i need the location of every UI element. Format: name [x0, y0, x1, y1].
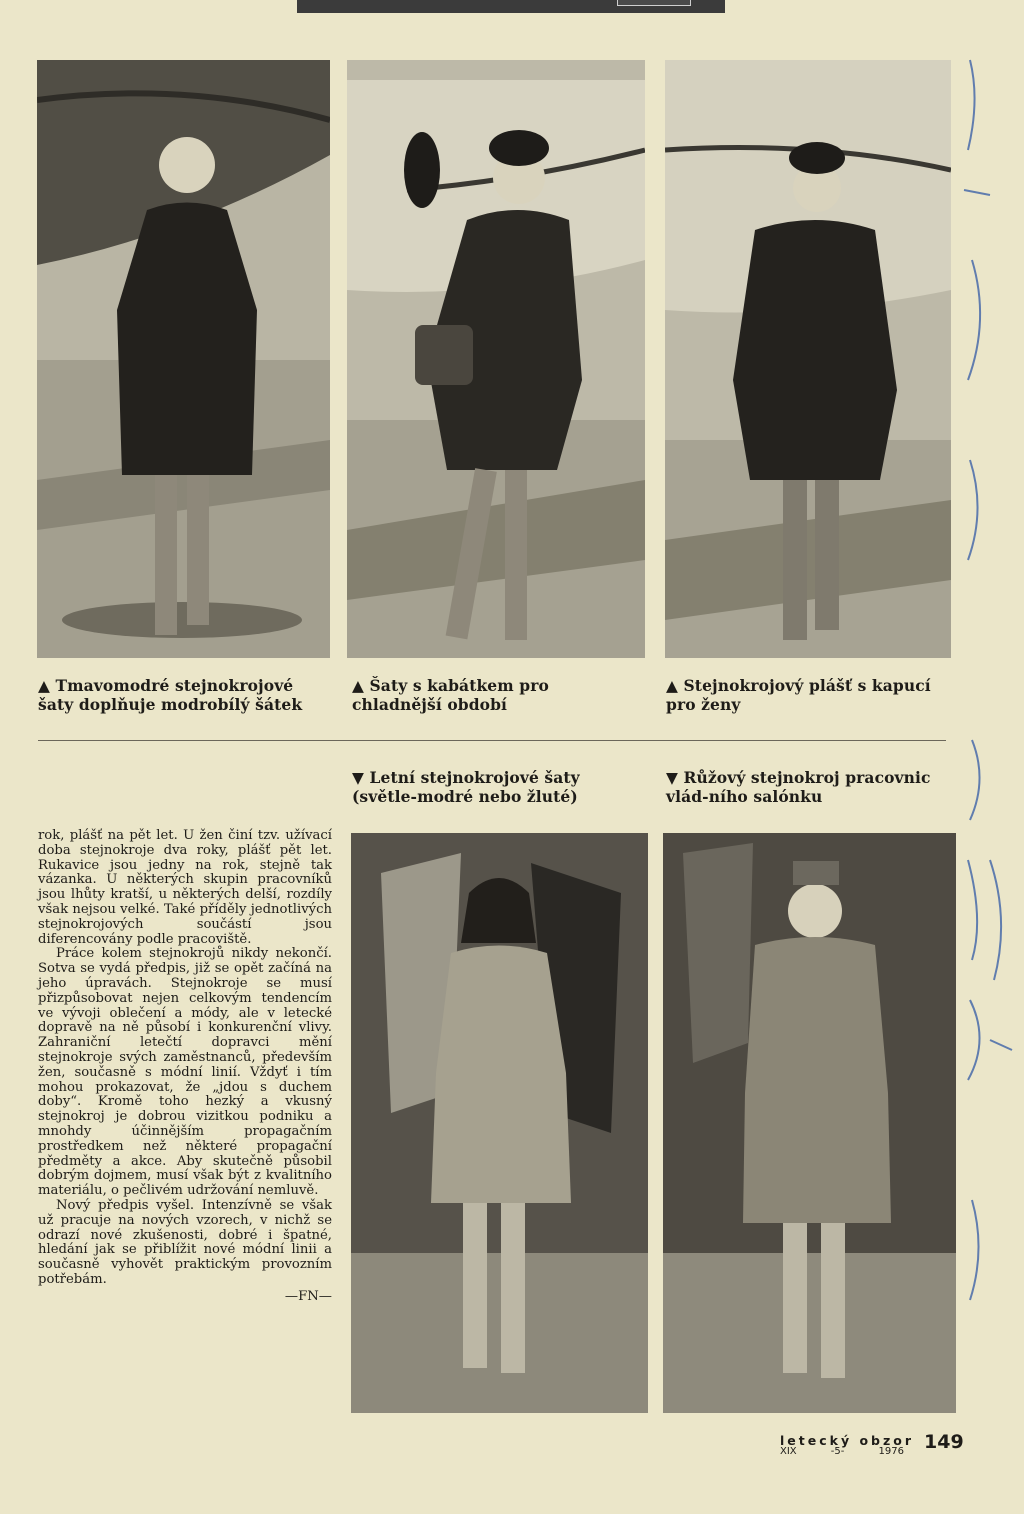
photo-coat-with-hood — [665, 60, 951, 658]
photo-pink-uniform — [663, 833, 956, 1413]
article-paragraph: rok, plášť na pět let. U žen činí tzv. užívací doba stejnokroje dva roky, plášť pět let. Rukavice jsou jedny na rok, stejně tak vázanka. U některých skupin pracovníků jsou lhůty kratší, u některých delší, rozdíly však nejsou velké. Také příděly jednotlivých stejnokrojových součástí jsou diferencovány podle pracoviště. — [38, 828, 332, 947]
divider-line — [38, 740, 946, 741]
photo-dress-with-jacket — [347, 60, 645, 658]
caption-photo-4: ▼ Letní stejnokrojové šaty (světle-modré nebo žluté) — [352, 768, 580, 806]
viewer-toolbar — [297, 0, 725, 13]
issue-info — [780, 1446, 904, 1457]
caption-photo-5: ▼ Růžový stejnokroj pracovnic vlád-ního salónku — [666, 768, 931, 806]
issue-number: -5- — [830, 1446, 845, 1457]
article-paragraph: Nový předpis vyšel. Intenzívně se však už pracuje na nových vzorech, v nichž se odrazí nové zkušenosti, dobré i špatné, hledání jak se přiblížit nové módní linii a současně vyhovět praktickým provozním potřebám. — [38, 1197, 332, 1287]
handwritten-margin-notes — [950, 40, 1024, 1440]
page-number: 149 — [924, 1431, 964, 1453]
toolbar-handle[interactable] — [617, 0, 691, 6]
magazine-title: letecký obzor — [780, 1433, 915, 1448]
photo-dark-blue-dress — [37, 60, 330, 658]
photo-summer-dress — [351, 833, 648, 1413]
volume-number: XIX — [780, 1446, 797, 1457]
caption-photo-3: ▲ Stejnokrojový plášť s kapucí pro ženy — [666, 676, 931, 714]
issue-year: 1976 — [878, 1446, 904, 1457]
article-paragraph: Práce kolem stejnokrojů nikdy nekončí. Sotva se vydá předpis, již se opět začíná na jeho úpravách. Stejnokroje se musí přizpůsobovat nejen celkovým tendencím ve vývoji oblečení a módy, ale v letecké dopravě na ně působí i konkurenční vlivy. Zahraniční letečtí dopravci mění stejnokroje svých zaměstnanců, především žen, současně s módní linií. Vždyť i tím mohou prokazovat, že „jdou s duchem doby“. Kromě toho hezký a vkusný stejnokroj je dobrou vizitkou podniku a mnohdy účinnějším propagačním prostředkem než některé propagační předměty a akce. Aby skutečně působil dobrým dojmem, musí však být z kvalitního materiálu, o pečlivém udržování nemluvě. — [38, 946, 332, 1199]
article-text — [38, 829, 332, 1305]
author-signature: —FN— — [284, 1288, 332, 1304]
caption-photo-1: ▲ Tmavomodré stejnokrojové šaty doplňuje modrobílý šátek — [38, 676, 303, 714]
caption-photo-2: ▲ Šaty s kabátkem pro chladnější období — [352, 676, 549, 714]
